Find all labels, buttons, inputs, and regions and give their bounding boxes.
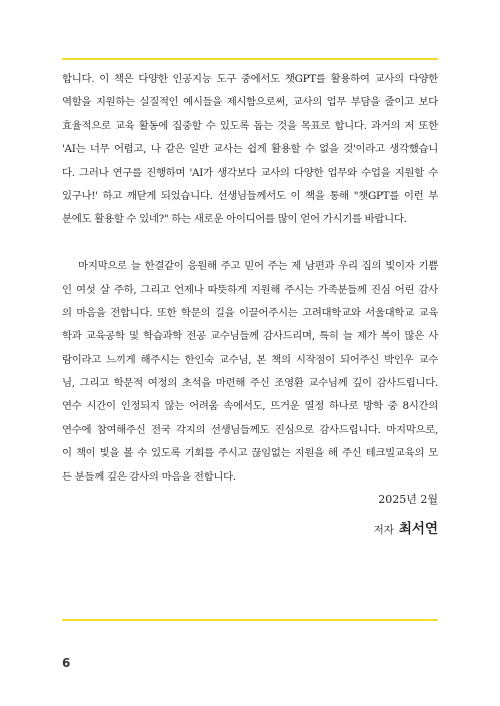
text-line: 학과 교육공학 및 학습과학 전공 교수님들께 감사드리며, 특히 늘 제가 복이 많은 사 xyxy=(62,330,438,343)
text-line: 이 책이 빛을 볼 수 있도록 기회를 주시고 끊임없는 지원을 해 주신 테크빌교육의 모 xyxy=(62,447,438,460)
text-line: 의 마음을 전합니다. 또한 학문의 길을 이끌어주시는 고려대학교와 서울대학교 교육 xyxy=(62,306,438,319)
text-line: 다. 그러나 연구를 진행하며 'AI가 생각보다 교사의 다양한 업무와 수업을 지원할 수 xyxy=(62,166,438,179)
text-line: 연수 시간이 인정되지 않는 어려움 속에서도, 뜨거운 열정 하나로 방학 중 8시간의 xyxy=(62,400,438,413)
text-line: 람이라고 느끼게 해주시는 한인숙 교수님, 본 책의 시작점이 되어주신 박인우 교수 xyxy=(62,353,438,366)
top-accent-rule xyxy=(62,58,438,60)
bottom-accent-rule xyxy=(62,619,438,621)
text-line: 있구나!' 하고 깨닫게 되었습니다. 선생님들께서도 이 책을 통해 "챗GPT를 이런 부 xyxy=(62,189,438,202)
author-label: 저자 xyxy=(373,524,394,536)
body-text xyxy=(62,68,438,489)
text-line: 연수에 참여해주신 전국 각지의 선생님들께도 진심으로 감사드립니다. 마지막으로, xyxy=(62,423,438,436)
paragraph-1 xyxy=(62,68,438,232)
paragraph-gap xyxy=(62,232,438,255)
text-line: 든 분들께 깊은 감사의 마음을 전합니다. xyxy=(62,470,236,483)
text-line: 'AI는 너무 어렵고, 나 같은 일반 교사는 쉽게 활용할 수 없을 것'이라고 생각했습니 xyxy=(62,143,438,156)
text-line: 효율적으로 교육 활동에 집중할 수 있도록 돕는 것을 목표로 합니다. 과거의 저 또한 xyxy=(62,119,438,132)
text-line: 역할을 지원하는 실질적인 예시들을 제시함으로써, 교사의 업무 부담을 줄이고 보다 xyxy=(62,96,438,109)
text-line: 인 여섯 살 주하, 그리고 언제나 따뜻하게 지원해 주시는 가족분들께 진심 어린 감사 xyxy=(62,283,438,296)
author-name: 최서연 xyxy=(398,521,438,537)
text-line: 분에도 활용할 수 있네?" 하는 새로운 아이디어를 많이 얻어 가시기를 바랍니다. xyxy=(62,213,407,226)
text-line: 합니다. 이 책은 다양한 인공지능 도구 중에서도 챗GPT를 활용하여 교사의 다양한 xyxy=(62,73,438,85)
signature-author xyxy=(374,518,438,540)
paragraph-2 xyxy=(62,255,438,489)
signature-date: 2025년 2월 xyxy=(378,493,438,506)
text-line: 마지막으로 늘 한결같이 응원해 주고 믿어 주는 제 남편과 우리 집의 빛이자 기쁨 xyxy=(62,260,438,273)
page-number: 6 xyxy=(62,656,71,670)
text-line: 님, 그리고 학문적 여정의 초석을 마련해 주신 조영환 교수님께 깊이 감사드립니다. xyxy=(62,377,438,390)
